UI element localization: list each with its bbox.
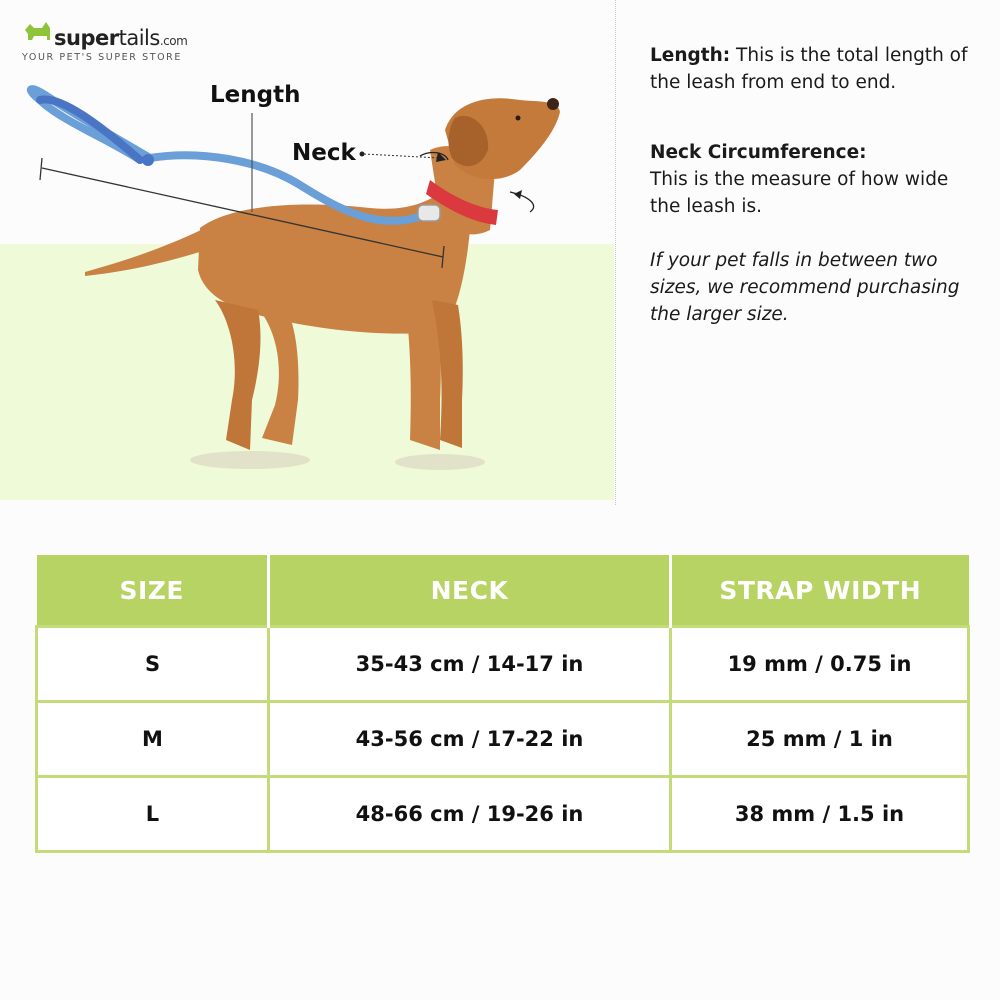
neck-text: This is the measure of how wide the leash is.: [650, 169, 949, 217]
table-row: [37, 702, 969, 777]
cell-size: S: [37, 627, 269, 702]
neck-arrow-bottom: [514, 190, 522, 199]
cell-neck: 43-56 cm / 17-22 in: [269, 702, 671, 777]
cell-strap: 25 mm / 1 in: [671, 702, 969, 777]
header-neck: NECK: [269, 555, 671, 627]
dog-leash-illustration: [0, 0, 614, 500]
header-size: SIZE: [37, 555, 269, 627]
dog-tail: [85, 228, 212, 276]
dog-back-leg-left: [215, 300, 260, 450]
logo-brand-super: super: [54, 26, 119, 50]
length-title: Length:: [650, 45, 731, 66]
length-text: This is the total length of the leash from end to end.: [650, 45, 968, 93]
cell-size: M: [37, 702, 269, 777]
logo-brand-text: [54, 26, 187, 50]
cell-neck: 48-66 cm / 19-26 in: [269, 777, 671, 852]
paw-shadow-front: [395, 454, 485, 470]
table-row: [37, 777, 969, 852]
logo-brand-suffix: .com: [159, 34, 188, 48]
neck-arc-bottom: [510, 192, 534, 212]
dog-nose: [547, 98, 559, 110]
logo-tagline: YOUR PET'S SUPER STORE: [22, 52, 182, 63]
neck-pointer-line: [364, 154, 440, 158]
length-description: [650, 42, 980, 96]
cell-strap: 38 mm / 1.5 in: [671, 777, 969, 852]
table-row: [37, 627, 969, 702]
dog-eye: [516, 116, 521, 121]
size-chart-table: [35, 555, 970, 853]
neck-label: Neck: [292, 140, 356, 166]
header-strap-width: STRAP WIDTH: [671, 555, 969, 627]
supertails-logo[interactable]: [22, 14, 192, 64]
leash-ring: [142, 154, 154, 166]
measurement-info: [650, 42, 980, 328]
table-header-row: [37, 555, 969, 627]
leash-clip: [418, 205, 440, 221]
neck-title: Neck Circumference:: [650, 142, 867, 163]
dog-front-leg-left: [405, 300, 441, 450]
size-note: If your pet falls in between two sizes, we recommend purchasing the larger size.: [650, 250, 960, 325]
paw-shadow-back: [190, 451, 310, 469]
cell-strap: 19 mm / 0.75 in: [671, 627, 969, 702]
dog-logo-icon: [22, 16, 54, 48]
neck-description: [650, 139, 980, 220]
leash-strap: [31, 89, 425, 221]
logo-brand-tails: tails: [118, 26, 160, 50]
dog-back-leg-right: [255, 305, 299, 445]
cell-size: L: [37, 777, 269, 852]
cell-neck: 35-43 cm / 14-17 in: [269, 627, 671, 702]
length-label: Length: [210, 82, 301, 108]
vertical-divider: [615, 0, 616, 505]
length-measure-start-tick: [40, 158, 42, 180]
illustration-panel: [0, 0, 614, 500]
neck-pointer-dot: [360, 152, 365, 157]
